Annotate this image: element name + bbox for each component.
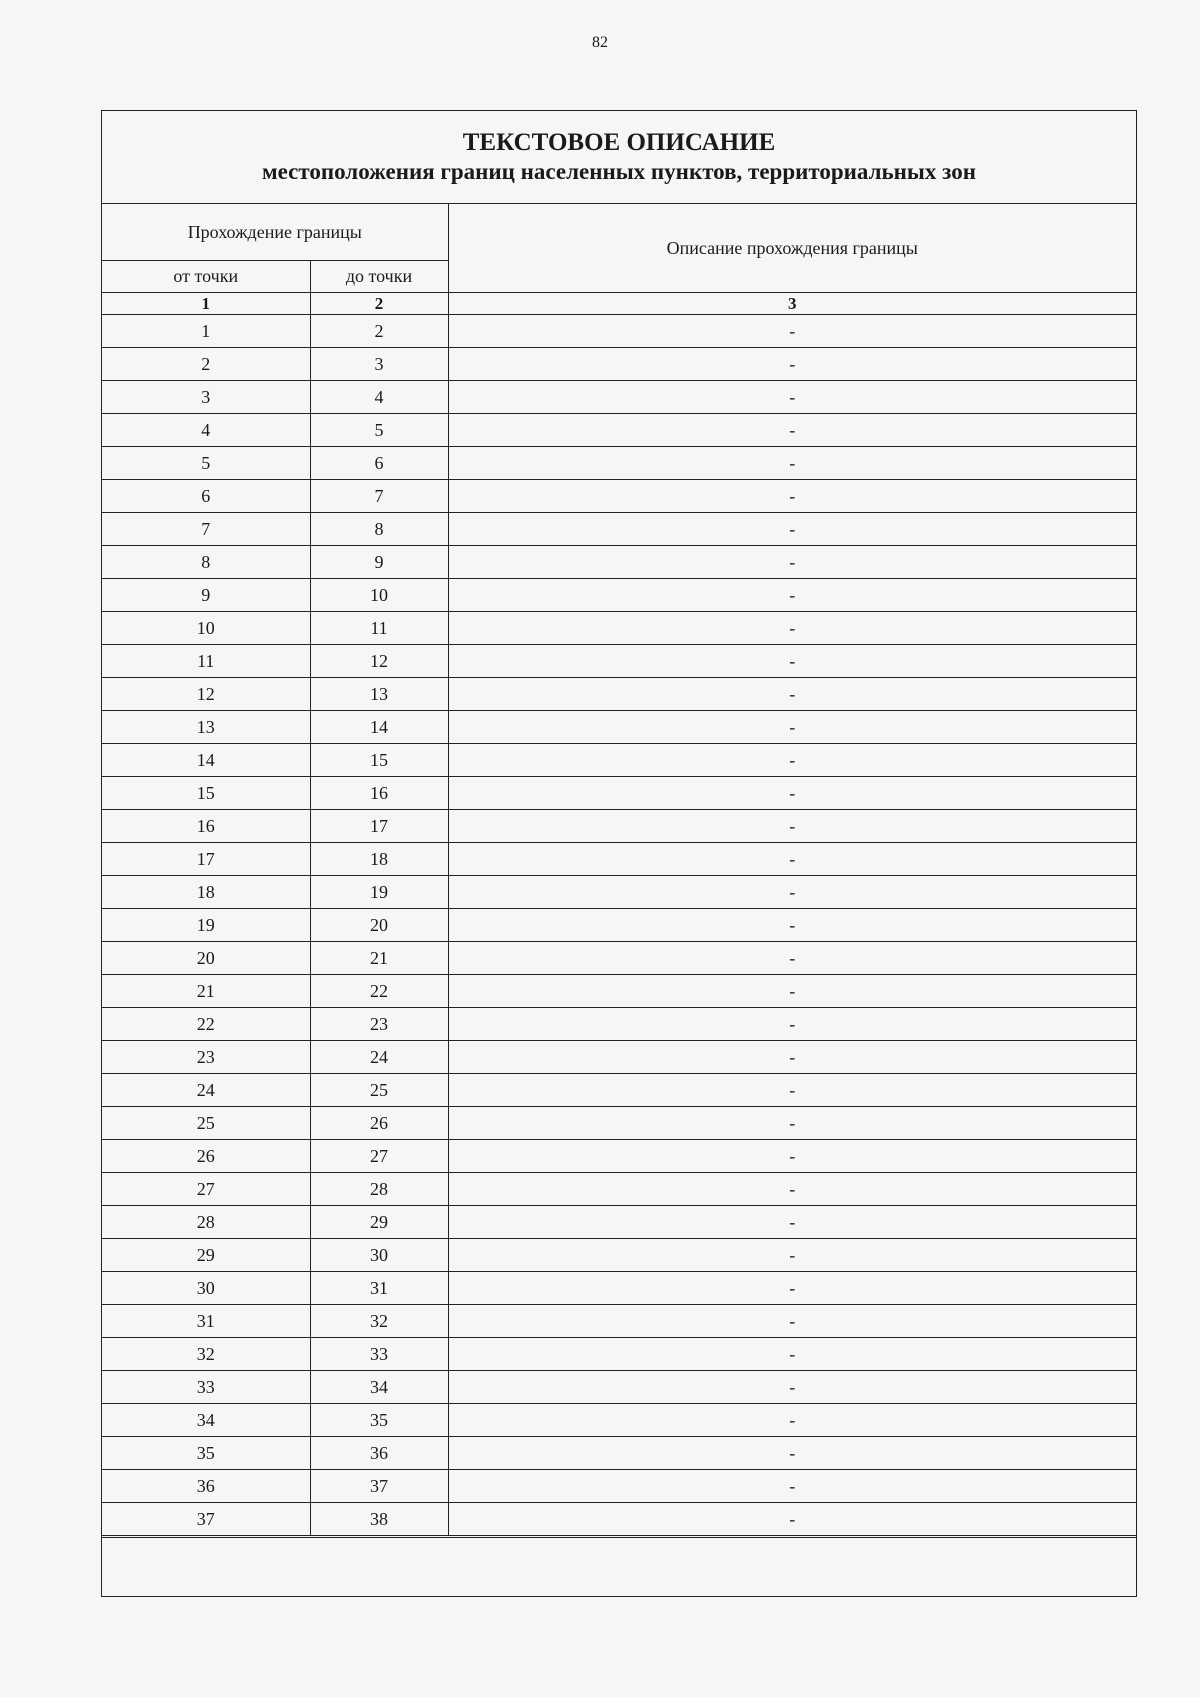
header-from: от точки [102,261,310,293]
description-cell: - [448,876,1136,909]
description-cell: - [448,1272,1136,1305]
description-cell: - [448,777,1136,810]
table-row [102,1041,1136,1074]
description-cell: - [448,1107,1136,1140]
to-point-cell: 13 [310,678,448,711]
from-point-cell: 21 [102,975,310,1008]
from-point-cell: 18 [102,876,310,909]
title-main: ТЕКСТОВОЕ ОПИСАНИЕ [462,129,776,156]
from-point-cell: 37 [102,1503,310,1537]
from-point-cell: 5 [102,447,310,480]
title-sub: местоположения границ населенных пунктов, территориальных зон [262,159,976,184]
from-point-cell: 19 [102,909,310,942]
from-point-cell: 14 [102,744,310,777]
table-row [102,447,1136,480]
table-row [102,1074,1136,1107]
description-cell: - [448,1437,1136,1470]
to-point-cell: 26 [310,1107,448,1140]
from-point-cell: 35 [102,1437,310,1470]
to-point-cell: 27 [310,1140,448,1173]
from-point-cell: 13 [102,711,310,744]
table-row [102,777,1136,810]
to-point-cell: 29 [310,1206,448,1239]
description-cell: - [448,1074,1136,1107]
description-cell: - [448,348,1136,381]
table-row [102,1338,1136,1371]
table-row [102,1008,1136,1041]
from-point-cell: 8 [102,546,310,579]
table-row [102,480,1136,513]
from-point-cell: 34 [102,1404,310,1437]
to-point-cell: 15 [310,744,448,777]
to-point-cell: 25 [310,1074,448,1107]
from-point-cell: 6 [102,480,310,513]
header-to: до точки [310,261,448,293]
header-description: Описание прохождения границы [448,204,1136,293]
to-point-cell: 37 [310,1470,448,1503]
page-number: 82 [592,34,608,51]
from-point-cell: 22 [102,1008,310,1041]
from-point-cell: 28 [102,1206,310,1239]
from-point-cell: 30 [102,1272,310,1305]
from-point-cell: 9 [102,579,310,612]
to-point-cell: 19 [310,876,448,909]
from-point-cell: 36 [102,1470,310,1503]
to-point-cell: 20 [310,909,448,942]
description-cell: - [448,1503,1136,1537]
table-row [102,1107,1136,1140]
from-point-cell: 10 [102,612,310,645]
from-point-cell: 23 [102,1041,310,1074]
to-point-cell: 4 [310,381,448,414]
description-cell: - [448,678,1136,711]
table-row [102,909,1136,942]
from-point-cell: 27 [102,1173,310,1206]
description-cell: - [448,612,1136,645]
table-row [102,1173,1136,1206]
description-cell: - [448,1239,1136,1272]
table-row [102,546,1136,579]
to-point-cell: 36 [310,1437,448,1470]
table-title [102,111,1136,204]
description-cell: - [448,1140,1136,1173]
from-point-cell: 17 [102,843,310,876]
from-point-cell: 1 [102,315,310,348]
table-row [102,810,1136,843]
to-point-cell: 2 [310,315,448,348]
to-point-cell: 31 [310,1272,448,1305]
from-point-cell: 20 [102,942,310,975]
table-row [102,348,1136,381]
table-row [102,1503,1136,1537]
to-point-cell: 28 [310,1173,448,1206]
description-cell: - [448,744,1136,777]
to-point-cell: 21 [310,942,448,975]
to-point-cell: 9 [310,546,448,579]
to-point-cell: 23 [310,1008,448,1041]
column-number: 1 [102,293,310,315]
to-point-cell: 17 [310,810,448,843]
table-row [102,942,1136,975]
from-point-cell: 16 [102,810,310,843]
description-cell: - [448,645,1136,678]
to-point-cell: 16 [310,777,448,810]
from-point-cell: 12 [102,678,310,711]
description-cell: - [448,546,1136,579]
table-body [102,315,1136,1537]
boundary-table [102,111,1136,1538]
from-point-cell: 32 [102,1338,310,1371]
to-point-cell: 6 [310,447,448,480]
description-cell: - [448,315,1136,348]
to-point-cell: 18 [310,843,448,876]
description-cell: - [448,513,1136,546]
to-point-cell: 32 [310,1305,448,1338]
to-point-cell: 38 [310,1503,448,1537]
description-cell: - [448,1206,1136,1239]
from-point-cell: 7 [102,513,310,546]
description-cell: - [448,381,1136,414]
to-point-cell: 14 [310,711,448,744]
from-point-cell: 15 [102,777,310,810]
table-row [102,414,1136,447]
table-row [102,1437,1136,1470]
table-row [102,843,1136,876]
table-row [102,1272,1136,1305]
from-point-cell: 4 [102,414,310,447]
description-cell: - [448,480,1136,513]
description-cell: - [448,1404,1136,1437]
description-cell: - [448,1338,1136,1371]
to-point-cell: 22 [310,975,448,1008]
table-row [102,315,1136,348]
table-row [102,1239,1136,1272]
header-passage: Прохождение границы [102,204,448,261]
table-row [102,678,1136,711]
from-point-cell: 2 [102,348,310,381]
description-cell: - [448,1173,1136,1206]
description-cell: - [448,1041,1136,1074]
table-row [102,876,1136,909]
to-point-cell: 5 [310,414,448,447]
table-row [102,975,1136,1008]
to-point-cell: 10 [310,579,448,612]
table-row [102,381,1136,414]
description-cell: - [448,447,1136,480]
from-point-cell: 3 [102,381,310,414]
description-cell: - [448,810,1136,843]
description-cell: - [448,942,1136,975]
table-row [102,1206,1136,1239]
to-point-cell: 11 [310,612,448,645]
table-row [102,612,1136,645]
description-cell: - [448,909,1136,942]
from-point-cell: 24 [102,1074,310,1107]
table-row [102,711,1136,744]
to-point-cell: 8 [310,513,448,546]
to-point-cell: 12 [310,645,448,678]
to-point-cell: 7 [310,480,448,513]
to-point-cell: 24 [310,1041,448,1074]
table-row [102,1140,1136,1173]
to-point-cell: 33 [310,1338,448,1371]
column-number: 3 [448,293,1136,315]
from-point-cell: 31 [102,1305,310,1338]
description-cell: - [448,975,1136,1008]
from-point-cell: 26 [102,1140,310,1173]
from-point-cell: 25 [102,1107,310,1140]
to-point-cell: 3 [310,348,448,381]
to-point-cell: 35 [310,1404,448,1437]
table-row [102,744,1136,777]
table-row [102,645,1136,678]
boundary-description-sheet [101,110,1137,1597]
description-cell: - [448,1305,1136,1338]
description-cell: - [448,1470,1136,1503]
to-point-cell: 30 [310,1239,448,1272]
description-cell: - [448,843,1136,876]
table-row [102,1404,1136,1437]
description-cell: - [448,1371,1136,1404]
from-point-cell: 33 [102,1371,310,1404]
description-cell: - [448,414,1136,447]
table-row [102,1470,1136,1503]
to-point-cell: 34 [310,1371,448,1404]
description-cell: - [448,711,1136,744]
table-row [102,1371,1136,1404]
description-cell: - [448,579,1136,612]
table-row [102,579,1136,612]
from-point-cell: 11 [102,645,310,678]
column-number: 2 [310,293,448,315]
table-row [102,1305,1136,1338]
table-row [102,513,1136,546]
from-point-cell: 29 [102,1239,310,1272]
description-cell: - [448,1008,1136,1041]
